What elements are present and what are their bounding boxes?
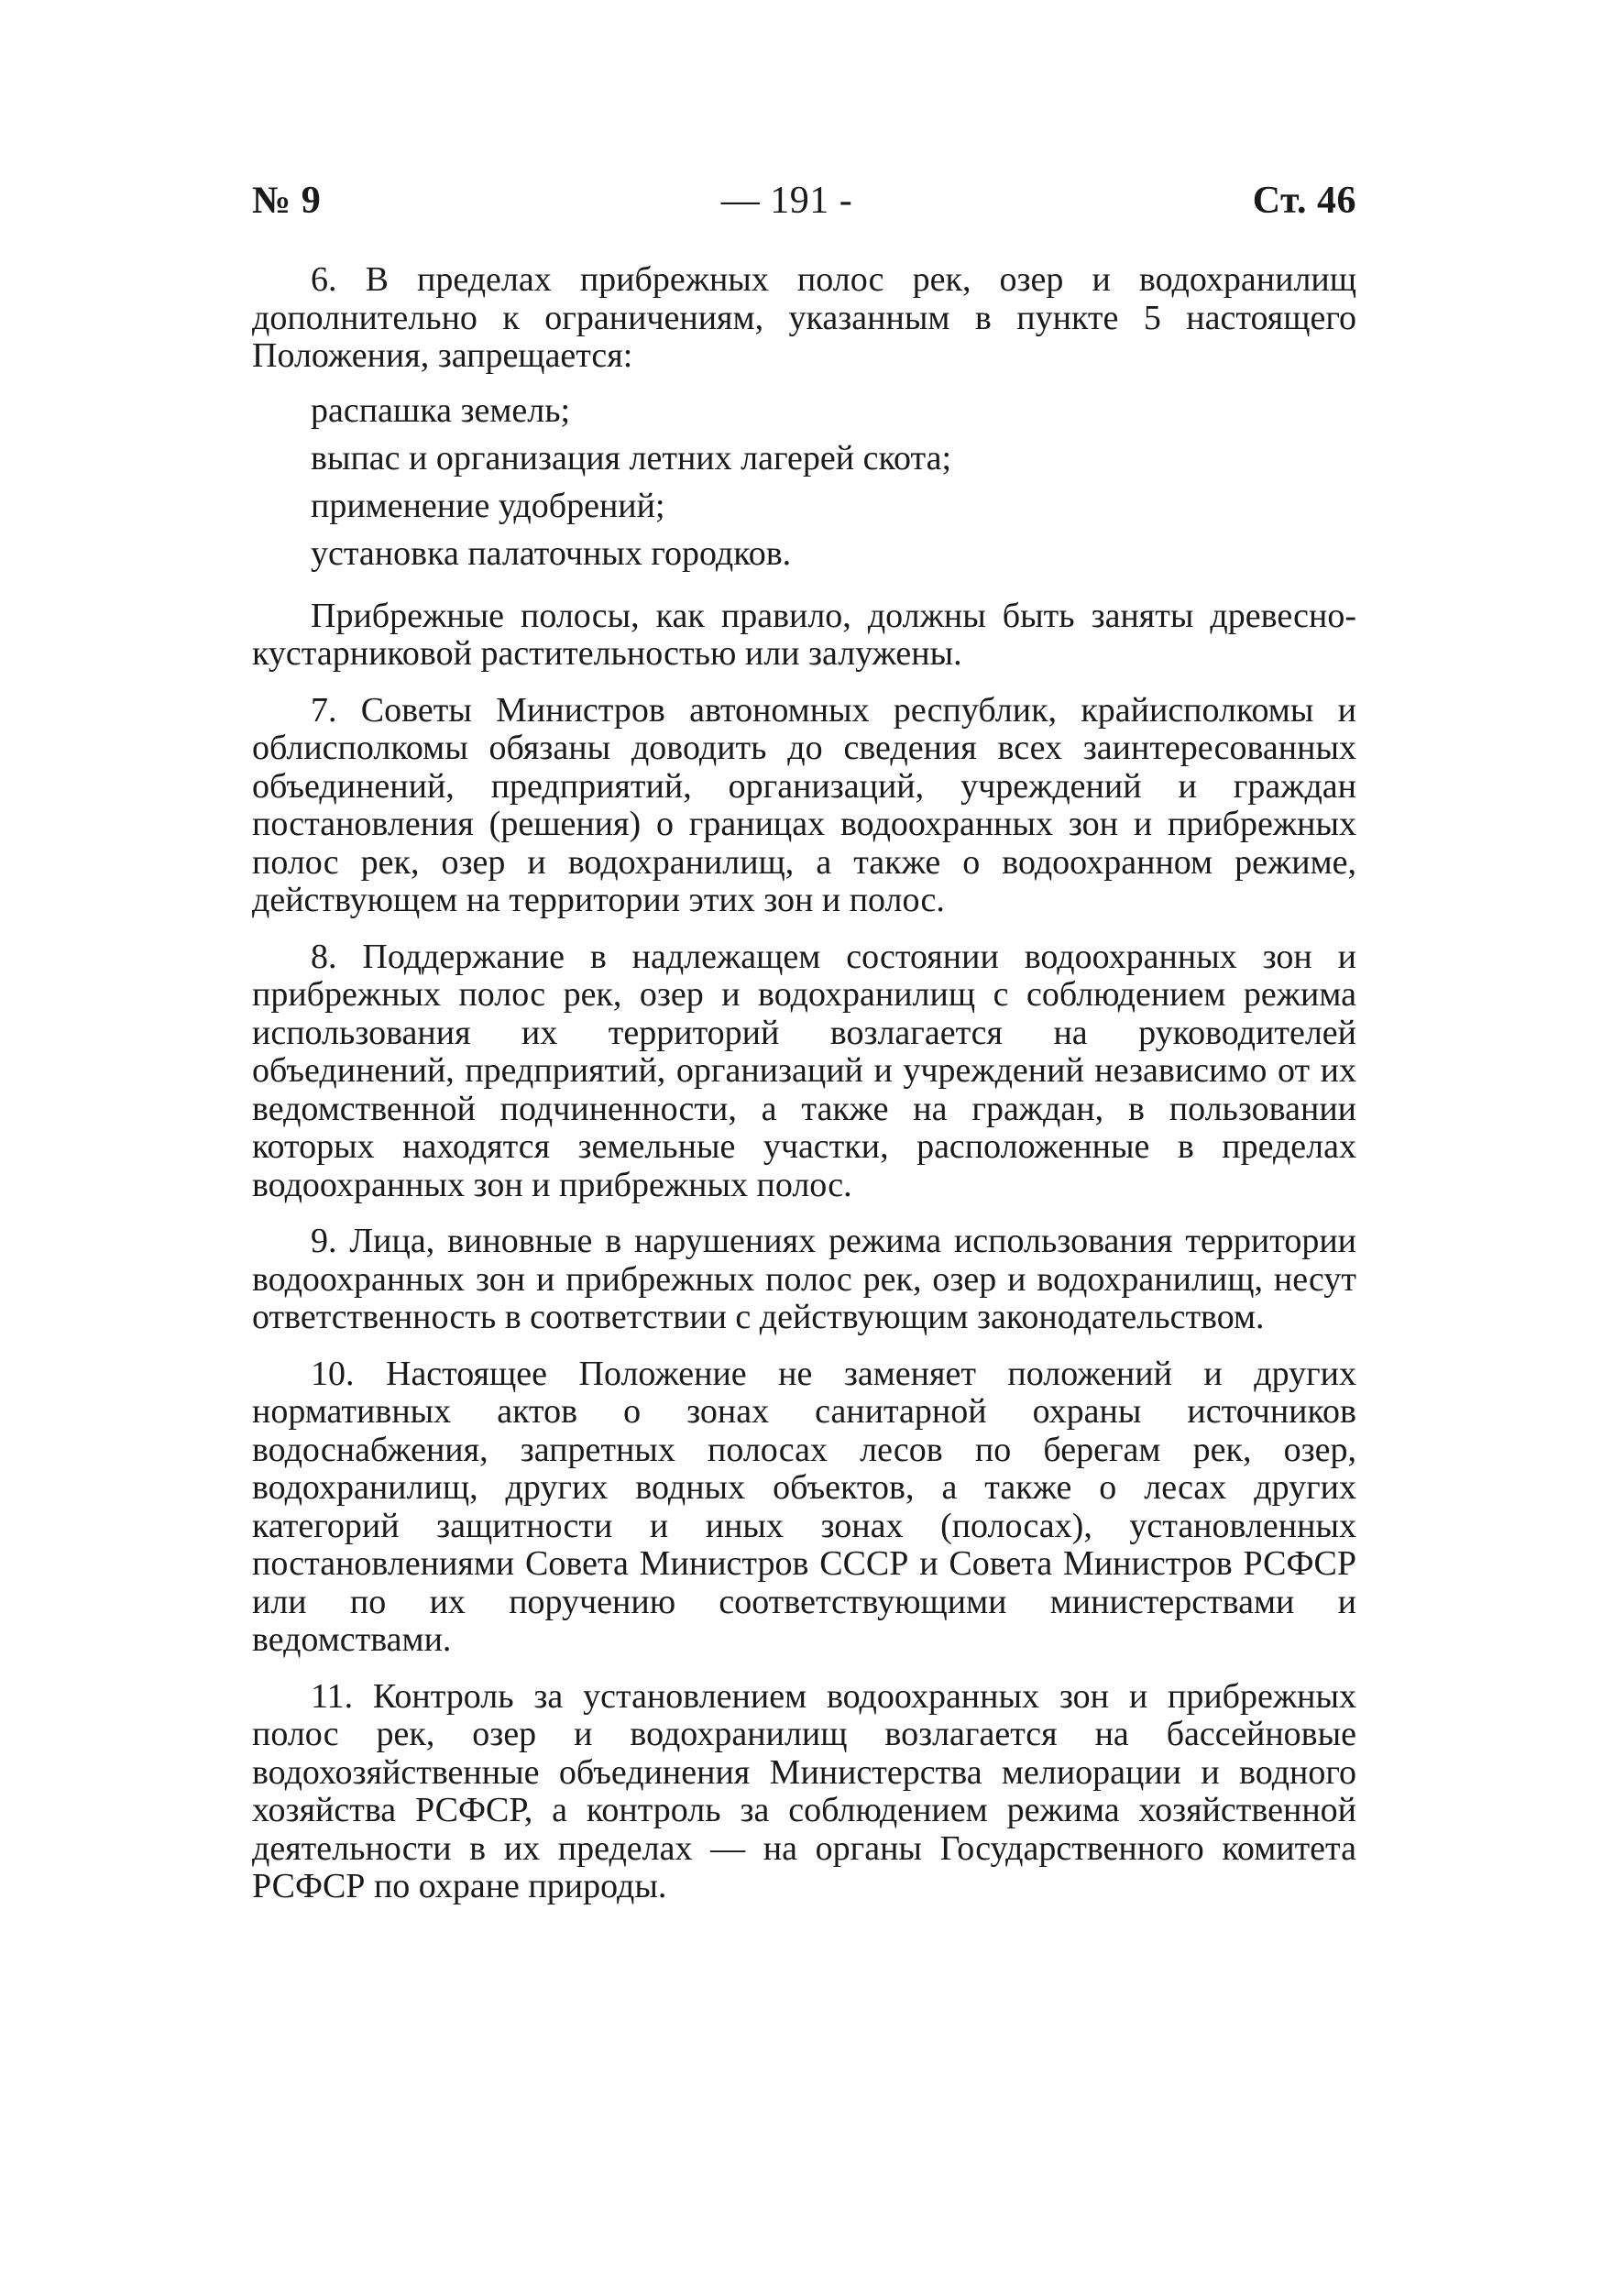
paragraph-8: 8. Поддержание в надлежащем состоянии водоохранных зон и прибрежных полос рек, озер и водохранилищ с соблюдением режима использования их территорий возлагается на руководителей объединений, предприятий, организаций и учреждений независимо от их ведомственной подчиненности, а также на граждан, в пользовании которых находятся земельные участки, расположенные в пределах водоохранных зон и прибрежных полос. (252, 937, 1356, 1204)
document-page (252, 179, 1356, 1925)
paragraph-10: 10. Настоящее Положение не заменяет положений и других нормативных актов о зонах санитарной охраны источников водоснабжения, запретных полосах лесов по берегам рек, озер, водохранилищ, других водных объектов, а также о лесах других категорий защитности и иных зонах (полосах), установленных постановлениями Совета Министров СССР и Совета Министров РСФСР или по их поручению соответствующими министерствами и ведомствами. (252, 1354, 1356, 1659)
running-header (252, 179, 1356, 223)
list-item: распашка земель; (311, 390, 571, 430)
list-item: установка палаточных городков. (311, 533, 792, 573)
issue-number: № 9 (252, 180, 322, 222)
prohibition-list (252, 387, 1356, 577)
list-item: выпас и организация летних лагерей скота; (311, 438, 952, 477)
paragraph-9: 9. Лица, виновные в нарушениях режима использования территории водоохранных зон и прибрежных полос рек, озер и водохранилищ, несут ответственность в соответствии с действующим законодательством. (252, 1222, 1356, 1336)
paragraph-6-note: Прибрежные полосы, как правило, должны быть заняты древесно-кустарниковой растительностью или залужены. (252, 596, 1356, 673)
paragraph-11: 11. Контроль за установлением водоохранных зон и прибрежных полос рек, озер и водохранилищ возлагается на бассейновые водохозяйственные объединения Министерства мелиорации и водного хозяйства РСФСР, а контроль за соблюдением режима хозяйственной деятельности в их пределах — на органы Государственного комитета РСФСР по охране природы. (252, 1676, 1356, 1905)
paragraph-6-intro: 6. В пределах прибрежных полос рек, озер и водохранилищ дополнительно к ограничениям, указанным в пункте 5 настоящего Положения, запрещается: (252, 260, 1356, 375)
article-number: Ст. 46 (1252, 180, 1356, 222)
list-item: применение удобрений; (311, 486, 665, 525)
page-number: — 191 - (720, 180, 853, 222)
paragraph-7: 7. Советы Министров автономных республик, крайисполкомы и облисполкомы обязаны доводить до сведения всех заинтересованных объединений, предприятий, организаций, учреждений и граждан постановления (решения) о границах водоохранных зон и прибрежных полос рек, озер и водохранилищ, а также о водоохранном режиме, действующем на территории этих зон и полос. (252, 690, 1356, 919)
